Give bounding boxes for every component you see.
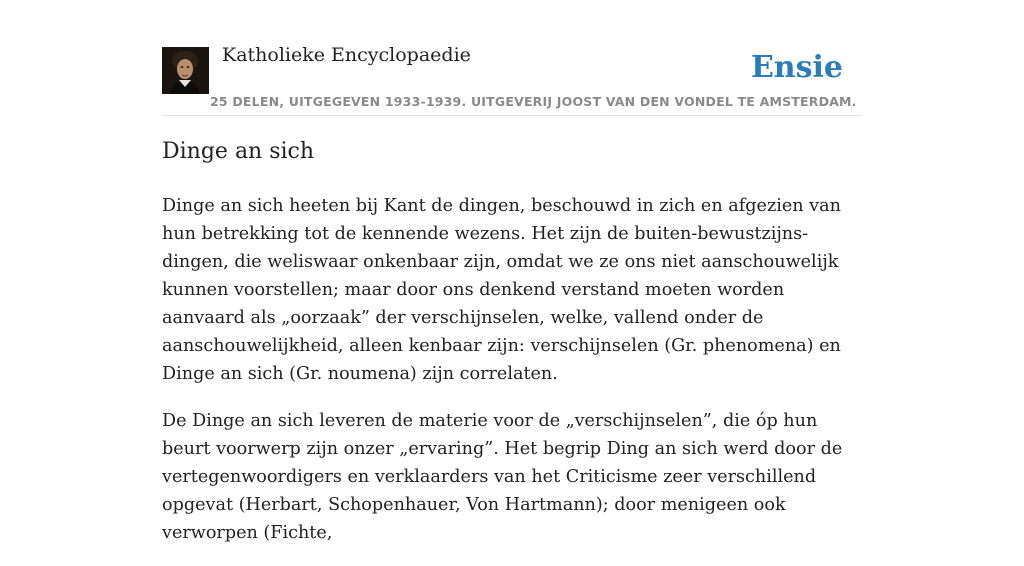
article-paragraph: Dinge an sich heeten bij Kant de dingen, beschouwd in zich en afgezien van hun betrekking tot de kennende wezens. Het zijn de buiten-bewustzijns-dingen, die weliswaar onkenbaar zijn, omdat we ze ons niet aanschouwelijk kunnen voorstellen; maar door ons denkend verstand moeten worden aanvaard als „oorzaak” der verschijnselen, welke, vallend onder de aanschouwelijkheid, alleen kenbaar zijn: verschijnselen (Gr. phenomena) en Dinge an sich (Gr. noumena) zijn correlaten.	[162, 196, 841, 384]
portrait-image	[162, 47, 209, 94]
source-title[interactable]: Katholieke Encyclopaedie	[222, 44, 471, 66]
article-body	[162, 192, 864, 566]
source-description: 25 DELEN, UITGEGEVEN 1933-1939. UITGEVERIJ JOOST VAN DEN VONDEL TE AMSTERDAM.	[210, 94, 857, 109]
article-paragraph: De Dinge an sich leveren de materie voor de „verschijnselen”, die óp hun beurt voorwerp zijn onzer „ervaring”. Het begrip Ding an sich werd door de vertegenwoordigers en verklaarders van het Criticisme zeer verschillend opgevat (Herbart, Schopenhauer, Von Hartmann); door menigeen ook verworpen (Fichte,	[162, 411, 843, 543]
article-title: Dinge an sich	[162, 139, 315, 164]
brand-logo[interactable]: Ensie	[750, 50, 843, 85]
source-avatar[interactable]	[162, 47, 209, 94]
header-divider	[162, 115, 862, 116]
